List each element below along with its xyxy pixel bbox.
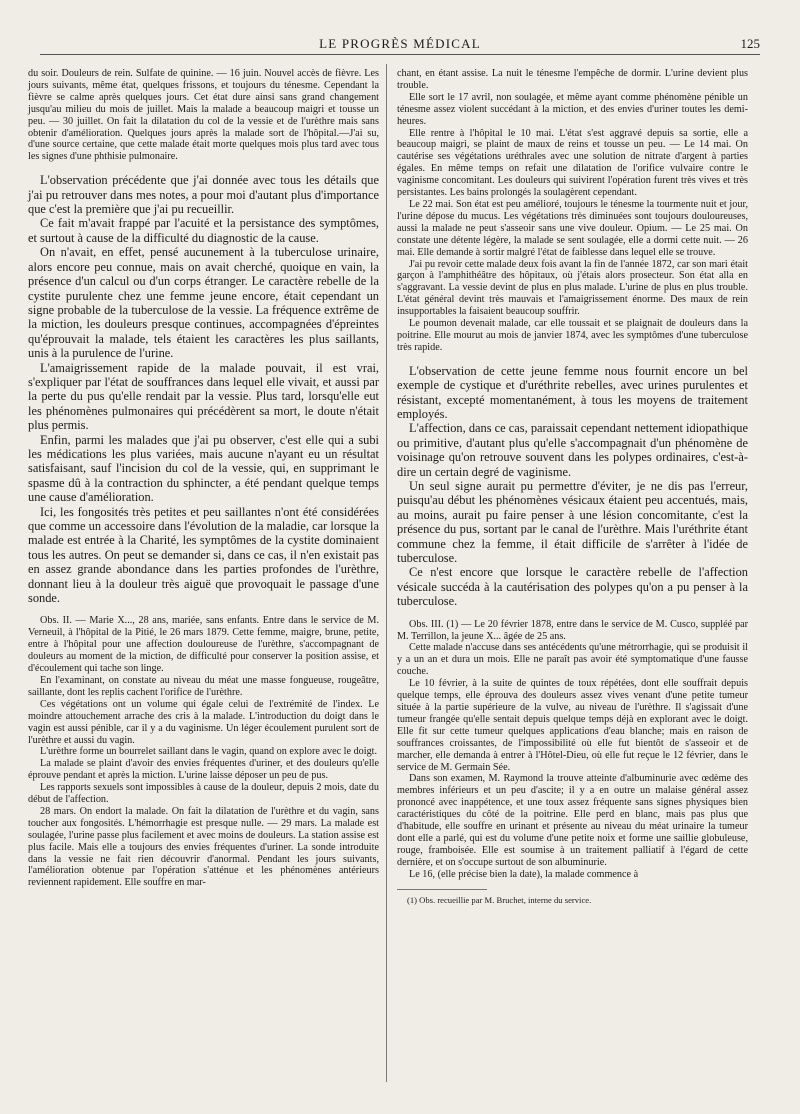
paragraph: L'observation précédente que j'ai donnée avec tous les détails que j'ai pu retrouver dans mes notes, a pour moi d'autant plus d'importance que c'est la première que j'ai pu recueillir. — [28, 173, 379, 217]
paragraph: Cette malade n'accuse dans ses antécédents qu'une métrorrhagie, qui se produisit il y a un an et dura un mois. Elle ne paraît pas avoir été symptomatique d'une fausse couche. — [397, 642, 748, 678]
paragraph: Un seul signe aurait pu permettre d'éviter, je ne dis pas l'erreur, puisqu'au début les phénomènes vésicaux étaient peu accentués, mais, au moins, aurait pu faire penser à une lésion concomitante, c'est la présence du pus, sortant par le canal de l'urèthre. Mais l'uréthrite étant commune chez la femme, il était difficile de s'arrêter à l'idée de tuberculose. — [397, 479, 748, 566]
paragraph: L'affection, dans ce cas, paraissait cependant nettement idiopathique ou primitive, d'autant plus qu'elle s'accompagnait d'un phénomène de voisinage qu'on retrouve souvent dans les polypes ordinaires, c'est-à-dire un certain degré de vaginisme. — [397, 421, 748, 479]
paragraph: L'urèthre forme un bourrelet saillant dans le vagin, quand on explore avec le doigt. — [40, 746, 378, 758]
paragraph: Le 10 février, à la suite de quintes de toux répétées, dont elle souffrait depuis quelque temps, elle éprouva des douleurs assez vives venant d'une petite tumeur située à la partie supérieure de la vulve, au niveau de l'urèthre. Il s'agissait d'une tumeur frangée qu'elle sentait depuis quelque temps déjà en explorant avec le doigt. Elle fit sur cette tumeur quelques applications d'eau blanche; mais en raison de souffrances croissantes, de l'impossibilité où elle fut bientôt de s'asseoir et de marcher, elle demanda à entrer à l'Hôtel-Dieu, où elle fut reçue le 12 février, dans le service de M. Germain Sée. — [397, 678, 748, 773]
paragraph: Ces végétations ont un volume qui égale celui de l'extrémité de l'index. Le moindre attouchement arrache des cris à la malade. L'introduction du doigt dans le vagin est aussi pénible, car il y a du vaginisme. Un léger écoulement purulent sort de l'urèthre et aussi du vagin. — [28, 698, 379, 746]
paragraph: Le poumon devenait malade, car elle toussait et se plaignait de douleurs dans la poitrine. Elle mourut au mois de janvier 1874, avec les symptômes d'une tuberculose très rapide. — [397, 318, 748, 353]
paragraph: On n'avait, en effet, pensé aucunement à la tuberculose urinaire, alors encore peu connue, mais on avait cherché, quoique en vain, la présence d'un calcul ou d'un corps étranger. Le caractère rebelle de la cystite purulente chez une femme jeune encore, était cependant un signe probable de la tuberculose de la vessie. La fréquence extrême de la miction, les douleurs presque continues, accompagnées d'épreintes qu'éprouvait la malade, tels étaient les caractères les plus saillants, unis à la purulence de l'urine. — [28, 245, 379, 361]
paragraph: Elle sort le 17 avril, non soulagée, et même ayant comme phénomène pénible un ténesme assez violent succédant à la miction, et des envies d'uriner toutes les demi-heures. — [397, 91, 748, 127]
paragraph: Les rapports sexuels sont impossibles à cause de la douleur, depuis 2 mois, date du début de l'affection. — [28, 782, 379, 806]
paragraph: Dans son examen, M. Raymond la trouve atteinte d'albuminurie avec œdème des membres inférieurs et un peu d'ascite; il y a en outre un malaise général assez prononcé avec inappétence, et une toux assez fréquente sans signes physiques bien caractéristiques du côté de la poitrine. Elle perd en blanc, mais pas plus que d'habitude, elle souffre en urinant et présente au niveau du méat urinaire la tumeur dont elle a parlé, qui est du volume d'une petite noix et forme une saillie globuleuse, rouge, framboisée. Elle est soumise à un traitement palliatif à l'égard de cette dernière, et on s'occupe surtout de son albuminurie. — [397, 773, 748, 868]
paragraph: J'ai pu revoir cette malade deux fois avant la fin de l'année 1872, car son mari était garçon à l'amphithéâtre des hôpitaux, où j'étais alors prosecteur. Son état alla en s'aggravant. La vessie devint de plus en plus malade. L'urine de plus en plus trouble. L'état général devint très mauvais et l'amaigrissement énorme. Des maux de rein insupportables la faisaient beaucoup souffrir. — [397, 258, 748, 318]
footnote: (1) Obs. recueillie par M. Bruchet, interne du service. — [407, 894, 592, 905]
footnote-divider — [397, 889, 487, 890]
journal-title: LE PROGRÈS MÉDICAL — [319, 36, 481, 51]
paragraph: Elle rentre à l'hôpital le 10 mai. L'état s'est aggravé depuis sa sortie, elle a beaucoup maigri, se plaint de maux de reins et tousse un peu. — Le 14 mai. On cautérise ses végétations uréthrales avec une solution de nitrate d'argent à parties égales. En même temps on refait une dilatation de l'orifice vulvaire contre le vaginisme concomitant. Les douleurs qui suivirent l'opération furent très vives et très persistantes. Les bains prolongés la soulagèrent cependant. — [397, 127, 748, 199]
paragraph: Ici, les fongosités très petites et peu saillantes n'ont été considérées que comme un accessoire dans l'évolution de la maladie, car lorsque la malade est entrée à la Charité, les symptômes de la cystite dominaient tous les autres. On peut se demander si, dans ce cas, il n'en existait pas en assez grande abondance dans les parties profondes de l'urèthre, donnant lieu à la douleur très aiguë que provoquait le passage d'une sonde. — [28, 504, 379, 606]
paragraph: La malade se plaint d'avoir des envies fréquentes d'uriner, et des douleurs qu'elle éprouve pendant et après la miction. L'urine laisse déposer un peu de pus. — [28, 758, 379, 782]
paragraph: du soir. Douleurs de rein. Sulfate de quinine. — 16 juin. Nouvel accès de fièvre. Les jours suivants, même état, quelques frissons, et toujours du ténesme. Cependant la fièvre se calme après quelques jours. Cet état dure ainsi sans grand changement jusqu'au milieu du mois de juillet. Mais la malade a beaucoup maigri et tousse un peu. — 30 juillet. On fait la dilatation du col de la vessie et de l'urèthre mais sans obtenir d'amélioration. Quelques jours après la malade sort de l'hôpital.—J'ai su, d'une source certaine, que cette malade était morte quelques mois plus tard avec tous les signes d'une phthisie pulmonaire. — [28, 68, 379, 163]
right-column — [397, 68, 748, 905]
paragraph: Le 16, (elle précise bien la date), la malade commence à — [409, 868, 639, 880]
page-header — [40, 34, 760, 55]
paragraph: Ce n'est encore que lorsque le caractère rebelle de l'affection vésicale succéda à la cautérisation des polypes qu'on a pu penser à la tuberculose. — [397, 565, 748, 609]
paragraph: chant, en étant assise. La nuit le ténesme l'empêche de dormir. L'urine devient plus trouble. — [397, 68, 748, 91]
paragraph: Ce fait m'avait frappé par l'acuité et la persistance des symptômes, et surtout à cause de la difficulté du diagnostic de la cause. — [28, 216, 379, 245]
observation-heading-paragraph: Obs. II. — Marie X..., 28 ans, mariée, sans enfants. Entre dans le service de M. Verneuil, à l'hôpital de la Pitié, le 26 mars 1879. Cette femme, maigre, brune, petite, entre à l'hôpital pour une affection douloureuse de l'urèthre, s'accompagnant de douleurs au moment de la miction, de difficulté pour conserver la position assise, et d'écoulement qui tache son linge. — [28, 615, 379, 675]
paragraph: 28 mars. On endort la malade. On fait la dilatation de l'urèthre et du vagin, sans toucher aux fongosités. L'hémorrhagie est presque nulle. — 29 mars. La malade est soulagée, l'urine passe plus facilement et avec moins de douleurs. La station assise est plus facile. Mais elle a toujours des envies fréquentes d'uriner. La sonde introduite dans la vessie ne fait rien découvrir d'anormal. Pendant les jours suivants, l'amélioration obtenue par l'opération s'atténue et les phénomènes antérieurs reviennent rapidement. Elle souffre en mar- — [28, 805, 379, 889]
page-number: 125 — [740, 36, 760, 51]
observation-heading-paragraph: Obs. III. (1) — Le 20 février 1878, entre dans le service de M. Cusco, suppléé par M. Terrillon, la jeune X... âgée de 25 ans. — [397, 618, 748, 642]
left-column — [28, 68, 379, 889]
paragraph: L'amaigrissement rapide de la malade pouvait, il est vrai, s'expliquer par l'état de souffrances dans lequel elle vivait, et aussi par la perte du pus qu'elle rendait par la vessie. Plus tard, lorsqu'elle eut les phénomènes pulmonaires qui précédèrent sa mort, le doute n'était plus permis. — [28, 360, 379, 433]
paragraph: Le 22 mai. Son état est peu amélioré, toujours le ténesme la tourmente nuit et jour, l'urine dépose du mucus. Les végétations très diminuées sont toujours douloureuses, aussi la malade ne peut s'asseoir sans une vive douleur. Opium. — Le 25 mai. On constate une détente légère, la malade se sent soulagée, elle a dormi cette nuit. — 26 mai. Elle demande à sortir malgré l'état de faiblesse dans lequel elle se trouve. — [397, 198, 748, 258]
paragraph: En l'examinant, on constate au niveau du méat une masse fongueuse, rougeâtre, saillante, dont les replis cachent l'orifice de l'urèthre. — [28, 674, 379, 698]
paragraph: L'observation de cette jeune femme nous fournit encore un bel exemple de cystique et d'uréthrite rebelles, avec urines purulentes et résistant, excepté momentanément, à tous les moyens de traitement employés. — [397, 363, 748, 421]
column-divider — [386, 64, 387, 1082]
paragraph: Enfin, parmi les malades que j'ai pu observer, c'est elle qui a subi les médications les plus variées, mais aucune n'ayant eu un résultat satisfaisant, sauf l'incision du col de la vessie, qui, en supprimant le spasme dû à la contraction du sphincter, a été pendant quelque temps une cause d'amélioration. — [28, 432, 379, 505]
